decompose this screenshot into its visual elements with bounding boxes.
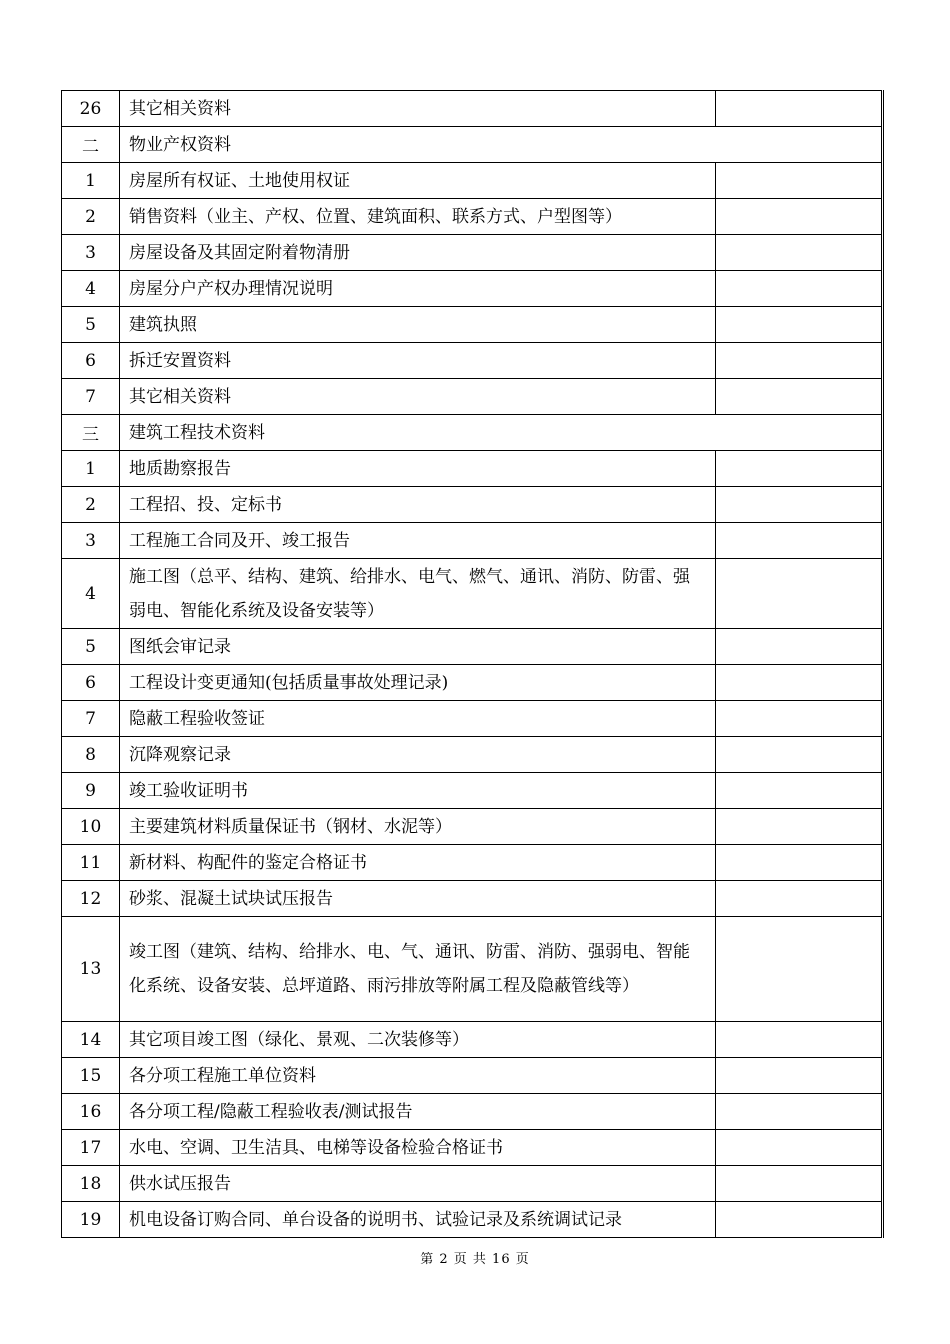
row-number: 10 (62, 809, 120, 845)
row-number: 1 (62, 451, 120, 487)
row-number: 3 (62, 235, 120, 271)
table-row (62, 307, 883, 343)
row-item-text: 销售资料（业主、产权、位置、建筑面积、联系方式、户型图等） (120, 199, 716, 235)
row-item-text: 竣工验收证明书 (120, 773, 716, 809)
row-item-text: 供水试压报告 (120, 1166, 716, 1202)
row-item-text: 其它相关资料 (120, 379, 716, 415)
table-row (62, 487, 883, 523)
table-row (62, 1202, 883, 1238)
checklist-table-container (61, 90, 884, 1238)
table-row (62, 1094, 883, 1130)
row-remark-cell (716, 1094, 883, 1130)
row-number: 1 (62, 163, 120, 199)
row-remark-cell (716, 1202, 883, 1238)
row-item-text: 建筑执照 (120, 307, 716, 343)
row-item-text: 水电、空调、卫生洁具、电梯等设备检验合格证书 (120, 1130, 716, 1166)
table-row (62, 881, 883, 917)
row-item-text: 各分项工程/隐蔽工程验收表/测试报告 (120, 1094, 716, 1130)
section-title: 物业产权资料 (120, 127, 883, 163)
row-number: 14 (62, 1022, 120, 1058)
table-row (62, 271, 883, 307)
row-remark-cell (716, 343, 883, 379)
row-item-text: 房屋所有权证、土地使用权证 (120, 163, 716, 199)
row-remark-cell (716, 917, 883, 1022)
row-number: 5 (62, 307, 120, 343)
row-item-text: 房屋设备及其固定附着物清册 (120, 235, 716, 271)
row-number: 5 (62, 629, 120, 665)
row-number: 15 (62, 1058, 120, 1094)
row-number: 19 (62, 1202, 120, 1238)
row-item-text: 机电设备订购合同、单台设备的说明书、试验记录及系统调试记录 (120, 1202, 716, 1238)
row-item-text: 工程设计变更通知(包括质量事故处理记录) (120, 665, 716, 701)
row-number: 2 (62, 199, 120, 235)
row-remark-cell (716, 1166, 883, 1202)
row-number: 18 (62, 1166, 120, 1202)
table-row (62, 163, 883, 199)
section-header-row (62, 415, 883, 451)
row-remark-cell (716, 487, 883, 523)
table-row (62, 559, 883, 629)
row-item-text: 工程施工合同及开、竣工报告 (120, 523, 716, 559)
table-row (62, 1058, 883, 1094)
row-remark-cell (716, 1022, 883, 1058)
table-row (62, 737, 883, 773)
row-number: 4 (62, 271, 120, 307)
row-remark-cell (716, 235, 883, 271)
row-number: 12 (62, 881, 120, 917)
row-item-text: 沉降观察记录 (120, 737, 716, 773)
row-item-text: 施工图（总平、结构、建筑、给排水、电气、燃气、通讯、消防、防雷、强弱电、智能化系统及设备安装等） (120, 559, 716, 629)
table-row (62, 773, 883, 809)
row-remark-cell (716, 559, 883, 629)
checklist-rows (62, 91, 883, 1238)
row-item-text: 地质勘察报告 (120, 451, 716, 487)
table-row (62, 665, 883, 701)
row-number: 6 (62, 343, 120, 379)
row-number: 13 (62, 917, 120, 1022)
row-item-text: 隐蔽工程验收签证 (120, 701, 716, 737)
row-number: 二 (62, 127, 120, 163)
row-number: 17 (62, 1130, 120, 1166)
row-remark-cell (716, 523, 883, 559)
row-item-text: 各分项工程施工单位资料 (120, 1058, 716, 1094)
row-remark-cell (716, 773, 883, 809)
row-item-text: 其它项目竣工图（绿化、景观、二次装修等） (120, 1022, 716, 1058)
row-remark-cell (716, 91, 883, 127)
row-number: 26 (62, 91, 120, 127)
row-number: 三 (62, 415, 120, 451)
row-remark-cell (716, 307, 883, 343)
row-item-text: 主要建筑材料质量保证书（钢材、水泥等） (120, 809, 716, 845)
table-row (62, 629, 883, 665)
row-item-text: 图纸会审记录 (120, 629, 716, 665)
section-title: 建筑工程技术资料 (120, 415, 883, 451)
row-item-text: 砂浆、混凝土试块试压报告 (120, 881, 716, 917)
section-header-row (62, 127, 883, 163)
row-remark-cell (716, 881, 883, 917)
row-number: 6 (62, 665, 120, 701)
row-remark-cell (716, 379, 883, 415)
row-remark-cell (716, 629, 883, 665)
table-row (62, 91, 883, 127)
row-remark-cell (716, 701, 883, 737)
table-row (62, 845, 883, 881)
row-item-text: 工程招、投、定标书 (120, 487, 716, 523)
table-row (62, 235, 883, 271)
table-row (62, 451, 883, 487)
row-remark-cell (716, 809, 883, 845)
row-remark-cell (716, 845, 883, 881)
row-number: 16 (62, 1094, 120, 1130)
row-item-text: 其它相关资料 (120, 91, 716, 127)
row-number: 7 (62, 701, 120, 737)
row-item-text: 新材料、构配件的鉴定合格证书 (120, 845, 716, 881)
row-remark-cell (716, 199, 883, 235)
table-row (62, 1130, 883, 1166)
row-item-text: 房屋分户产权办理情况说明 (120, 271, 716, 307)
table-row (62, 809, 883, 845)
page-footer: 第 2 页 共 16 页 (420, 1252, 530, 1267)
row-remark-cell (716, 1058, 883, 1094)
row-remark-cell (716, 451, 883, 487)
table-row (62, 379, 883, 415)
row-remark-cell (716, 665, 883, 701)
row-number: 11 (62, 845, 120, 881)
table-row (62, 343, 883, 379)
table-row (62, 1166, 883, 1202)
table-row (62, 523, 883, 559)
row-remark-cell (716, 163, 883, 199)
row-item-text: 竣工图（建筑、结构、给排水、电、气、通讯、防雷、消防、强弱电、智能化系统、设备安装、总坪道路、雨污排放等附属工程及隐蔽管线等） (120, 917, 716, 1022)
row-number: 3 (62, 523, 120, 559)
row-remark-cell (716, 1130, 883, 1166)
table-row (62, 917, 883, 1022)
checklist-table (61, 90, 884, 1238)
row-number: 2 (62, 487, 120, 523)
row-item-text: 拆迁安置资料 (120, 343, 716, 379)
row-number: 4 (62, 559, 120, 629)
row-remark-cell (716, 271, 883, 307)
row-number: 7 (62, 379, 120, 415)
table-row (62, 199, 883, 235)
table-row (62, 701, 883, 737)
row-remark-cell (716, 737, 883, 773)
row-number: 8 (62, 737, 120, 773)
row-number: 9 (62, 773, 120, 809)
table-row (62, 1022, 883, 1058)
